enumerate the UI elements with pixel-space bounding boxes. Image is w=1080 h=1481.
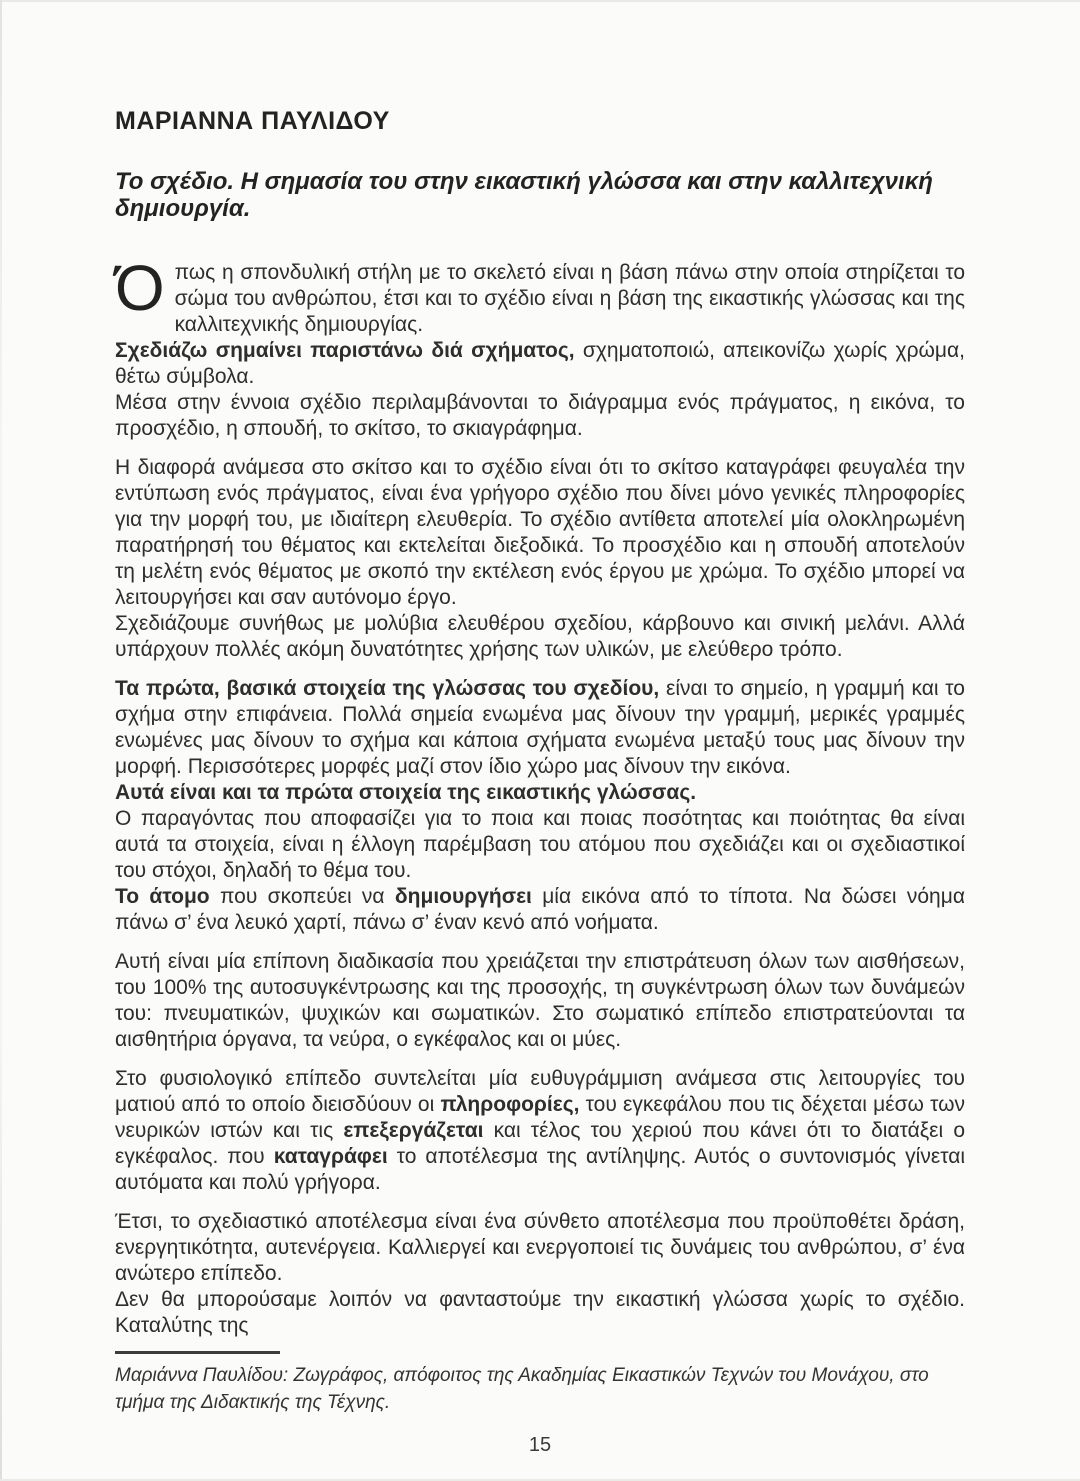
paragraph [115,676,965,780]
text-run: Μέσα στην έννοια σχέδιο περιλαμβάνονται το διάγραμμα ενός πράγματος, η εικόνα, το προσχέδιο, η σπουδή, το σκίτσο, το σκιαγράφημα. [115,391,965,440]
text-run: Δεν θα μπορούσαμε λοιπόν να φανταστούμε την εικαστική γλώσσα χωρίς το σχέδιο. Καταλύτης της [115,1288,965,1337]
bold-text-run: πληροφορίες, [440,1093,580,1116]
paragraph [115,252,965,338]
text-run: Έτσι, το σχεδιαστικό αποτέλεσμα είναι ένα σύνθετο αποτέλεσμα που προϋποθέτει δράση, ενεργητικότητα, αυτενέργεια. Καλλιεργεί και ενεργοποιεί τις δυνάμεις του ανθρώπου, σ’ ένα ανώτερο επίπεδο. [115,1210,965,1285]
bold-text-run: Σχεδιάζω σημαίνει παριστάνω διά σχήματος, [115,339,575,362]
text-run: Αυτή είναι μία επίπονη διαδικασία που χρειάζεται την επιστράτευση όλων των αισθήσεων, του 100% της αυτοσυγκέντρωσης και της προσοχής, τη συγκέντρωση όλων των δυνάμεών του: πνευματικών, ψυχικών και σωματικών. Στο σωματικό επίπεδο επιστρατεύονται τα αισθητήρια όργανα, τα νεύρα, ο εγκέφαλος και οι μύες. [115,950,965,1051]
text-run: Σχεδιάζουμε συνήθως με μολύβια ελευθέρου σχεδίου, κάρβουνο και σινική μελάνι. Αλλά υπάρχουν πολλές ακόμη δυνατότητες χρήσης των υλικών, με ελεύθερο τρόπο. [115,612,965,661]
drop-cap: Ό [115,252,165,324]
paragraph [115,806,965,884]
paragraph [115,1287,965,1339]
bold-text-run: Το άτομο [115,885,210,908]
paragraph [115,390,965,442]
paragraph [115,1209,965,1287]
text-run: που σκοπεύει να [209,885,395,908]
text-run: Η διαφορά ανάμεσα στο σκίτσο και το σχέδιο είναι ότι το σκίτσο καταγράφει φευγαλέα την εντύπωση ενός πράγματος, είναι ένα γρήγορο σχέδιο που δίνει μόνο γενικές πληροφορίες για την μορφή του, με ιδιαίτερη ελευθερία. Το σχέδιο αντίθετα αποτελεί μία ολοκληρωμένη παρατήρησή του θέματος και εκτελείται διεξοδικά. Το προσχέδιο και η σπουδή αποτελούν τη μελέτη ενός θέματος με σκοπό την εκτέλεση ενός έργου με χρώμα. Το σχέδιο μπορεί να λειτουργήσει και σαν αυτόνομο έργο. [115,456,965,609]
paragraph [115,455,965,611]
paragraph [115,884,965,936]
paragraph [115,1066,965,1196]
text-run: Στο φυσιολογικό επίπεδο συντελείται μία ευθυγράμμιση ανάμεσα στις λειτουργίες του ματιού από το οποίο διεισδύουν οι [115,1067,965,1116]
article-title: Το σχέδιο. Η σημασία του στην εικαστική γλώσσα και στην καλλιτεχνική δημιουργία. [115,168,933,222]
bold-text-run: δημιουργήσει [394,885,532,908]
scan-artifact-left-edge [0,0,2,1481]
footnote-text: Μαριάννα Παυλίδου: Ζωγράφος, απόφοιτος της Ακαδημίας Εικαστικών Τεχνών του Μονάχου, στο τμήμα της Διδακτικής της Τέχνης. [115,1365,929,1413]
text-run: σχηματοποιώ, απεικονίζω χωρίς χρώμα, θέτω σύμβολα. [115,339,965,388]
paragraph [115,338,965,390]
bold-text-run: Τα πρώτα, βασικά στοιχεία της γλώσσας του σχεδίου, [115,677,660,700]
text-run: μία εικόνα από το τίποτα. Να δώσει νόημα πάνω σ’ ένα λευκό χαρτί, πάνω σ’ έναν κενό από νοήματα. [115,885,965,934]
bold-text-run: Αυτά είναι και τα πρώτα στοιχεία της εικαστικής γλώσσας. [115,781,697,804]
page-number: 15 [528,1434,552,1456]
text-run: του εγκεφάλου που τις δέχεται μέσω των νευρικών ιστών και τις [115,1093,965,1142]
paragraph [115,611,965,663]
scan-artifact-top-edge [0,0,1080,2]
text-run: το αποτέλεσμα της αντίληψης. Αυτός ο συντονισμός γίνεται αυτόματα και πολύ γρήγορα. [115,1145,965,1194]
text-run: Ο παραγόντας που αποφασίζει για το ποια και ποιας ποσότητας και ποιότητας θα είναι αυτά τα στοιχεία, είναι η έλλογη παρέμβαση του ατόμου που σχεδιάζει και οι σχεδιαστικοί του στόχοι, δηλαδή το θέμα του. [115,807,965,882]
footnote [115,1351,965,1416]
text-run: πως η σπονδυλική στήλη με το σκελετό είναι η βάση πάνω στην οποία στηρίζεται το σώμα του ανθρώπου, έτσι και το σχέδιο είναι η βάση της εικαστικής γλώσσας και της καλλιτεχνικής δημιουργίας. [174,261,965,336]
footnote-separator [115,1351,280,1354]
text-run: και τέλος του χεριού που κάνει ότι το διατάξει ο εγκέφαλος. που [115,1119,965,1168]
bold-text-run: καταγράφει [273,1145,388,1168]
paragraph [115,780,965,806]
paragraph [115,949,965,1053]
author-heading: ΜΑΡΙΑΝΝΑ ΠΑΥΛΙΔΟΥ [115,107,390,135]
article-body [115,252,965,1339]
text-run: είναι το σημείο, η γραμμή και το σχήμα στην επιφάνεια. Πολλά σημεία ενωμένα μας δίνουν την γραμμή, μερικές γραμμές ενωμένες μας δίνουν το σχήμα και κάποια σχήματα ενωμένα μεταξύ τους μας δίνουν την μορφή. Περισσότερες μορφές μαζί στον ίδιο χώρο μας δίνουν την εικόνα. [115,677,965,778]
bold-text-run: επεξεργάζεται [343,1119,484,1142]
